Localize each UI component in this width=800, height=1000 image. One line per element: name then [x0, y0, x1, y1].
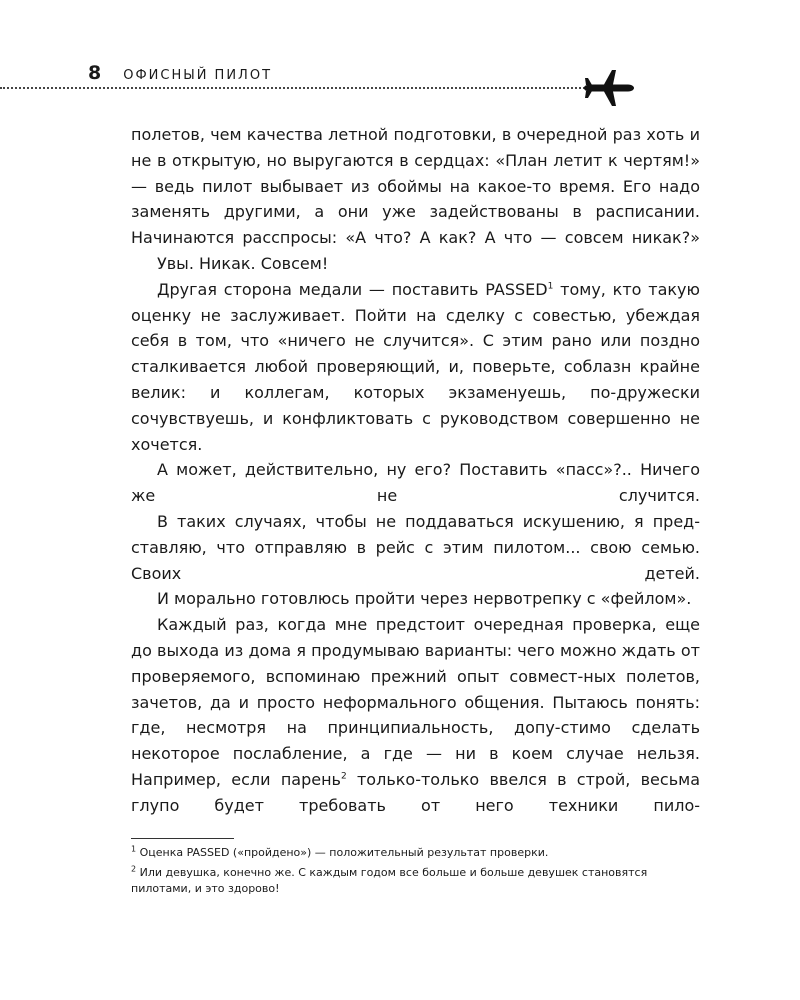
text-line: по-дружески сочувствуешь, и конфликтовать с руководством — [131, 382, 700, 428]
text-line: Другая сторона медали — поставить PASSED — [157, 279, 548, 299]
footnote-ref[interactable]: 2 — [340, 771, 347, 782]
text-line: в расписании. Начинаются расспросы: «А что? А как? А что — — [131, 202, 700, 248]
text-line: ждать от проверяемого, вспоминаю прежний опыт совмест- — [131, 640, 700, 686]
text-line: ставляю, что отправляю в рейс с этим пилотом... свою семью. — [131, 537, 700, 557]
paragraph — [131, 277, 700, 458]
footnote-text: Или девушка, конечно же. С каждым годом все больше и больше девушек становятся пилотами, и это здорово! — [131, 866, 648, 895]
text-line: ных полетов, зачетов, да и просто неформального общения. — [131, 666, 700, 712]
footnote-ref[interactable]: 1 — [547, 281, 554, 292]
header-dotted-rule — [0, 87, 592, 89]
text-line: в строй, весьма глупо будет требовать от него техники пило- — [131, 769, 701, 815]
text-line: случае нельзя. Например, если парень — [131, 744, 700, 789]
text-line: стимо сделать некоторое послабление, а где — ни в коем — [131, 718, 700, 764]
text-line: Пытаюсь понять: где, несмотря на принципиальность, допу- — [131, 692, 701, 738]
body-text — [131, 122, 700, 819]
text-line: И морально готовлюсь пройти через нервотрепку с «фейлом». — [157, 589, 692, 609]
text-line: же не случится. — [131, 486, 700, 506]
text-line: соблазн крайне велик: и коллегам, которых экзаменуешь, — [131, 357, 700, 402]
text-line: еще до выхода из дома я продумываю варианты: чего можно — [131, 615, 700, 660]
text-line: только-только ввелся — [346, 769, 547, 789]
footnote-rule — [131, 838, 234, 839]
text-line: или поздно сталкивается любой проверяющий, и, поверьте, — [131, 331, 700, 377]
text-line: А может, действительно, ну его? Поставить «пасс»?.. Ничего — [157, 460, 700, 480]
text-line: совершенно не хочется. — [131, 408, 700, 454]
airplane-icon — [582, 68, 634, 108]
text-line: такую оценку не заслуживает. Пойти на сделку с совестью, — [131, 279, 700, 325]
text-line: совсем никак?» — [564, 228, 700, 248]
footnote-text: Оценка PASSED («пройдено») — положительный результат проверки. — [139, 846, 549, 859]
footnote-marker: 2 — [131, 864, 137, 874]
footnote — [131, 865, 700, 897]
text-line: полетов, чем качества летной подготовки, в очередной раз — [131, 125, 642, 144]
text-line: Увы. Никак. Совсем! — [157, 253, 329, 273]
running-title: ОФИСНЫЙ ПИЛОТ — [123, 68, 273, 83]
text-line: время. Его надо заменять другими, а они уже задействованы — [131, 176, 700, 222]
text-line: убеждая себя в том, что «ничего не случится». С этим рано — [131, 305, 700, 351]
footnote-marker: 1 — [131, 844, 137, 854]
text-line: хоть и не в открытую, но выругаются в сердцах: «План летит — [131, 125, 700, 170]
paragraph — [131, 612, 700, 818]
paragraph — [131, 122, 700, 251]
text-line: В таких случаях, чтобы не поддаваться искушению, я пред- — [157, 511, 700, 531]
footnotes — [131, 845, 700, 901]
text-line: тому, кто — [553, 279, 642, 299]
paragraph — [131, 251, 700, 277]
paragraph — [131, 509, 700, 586]
footnote — [131, 845, 700, 861]
paragraph — [131, 586, 700, 612]
paragraph — [131, 457, 700, 509]
page-header — [88, 62, 272, 84]
text-line: к чертям!» — ведь пилот выбывает из обоймы на какое-то — [131, 150, 701, 196]
text-line: Своих детей. — [131, 563, 700, 583]
page-number: 8 — [88, 62, 102, 84]
text-line: Каждый раз, когда мне предстоит очередная проверка, — [157, 615, 657, 635]
